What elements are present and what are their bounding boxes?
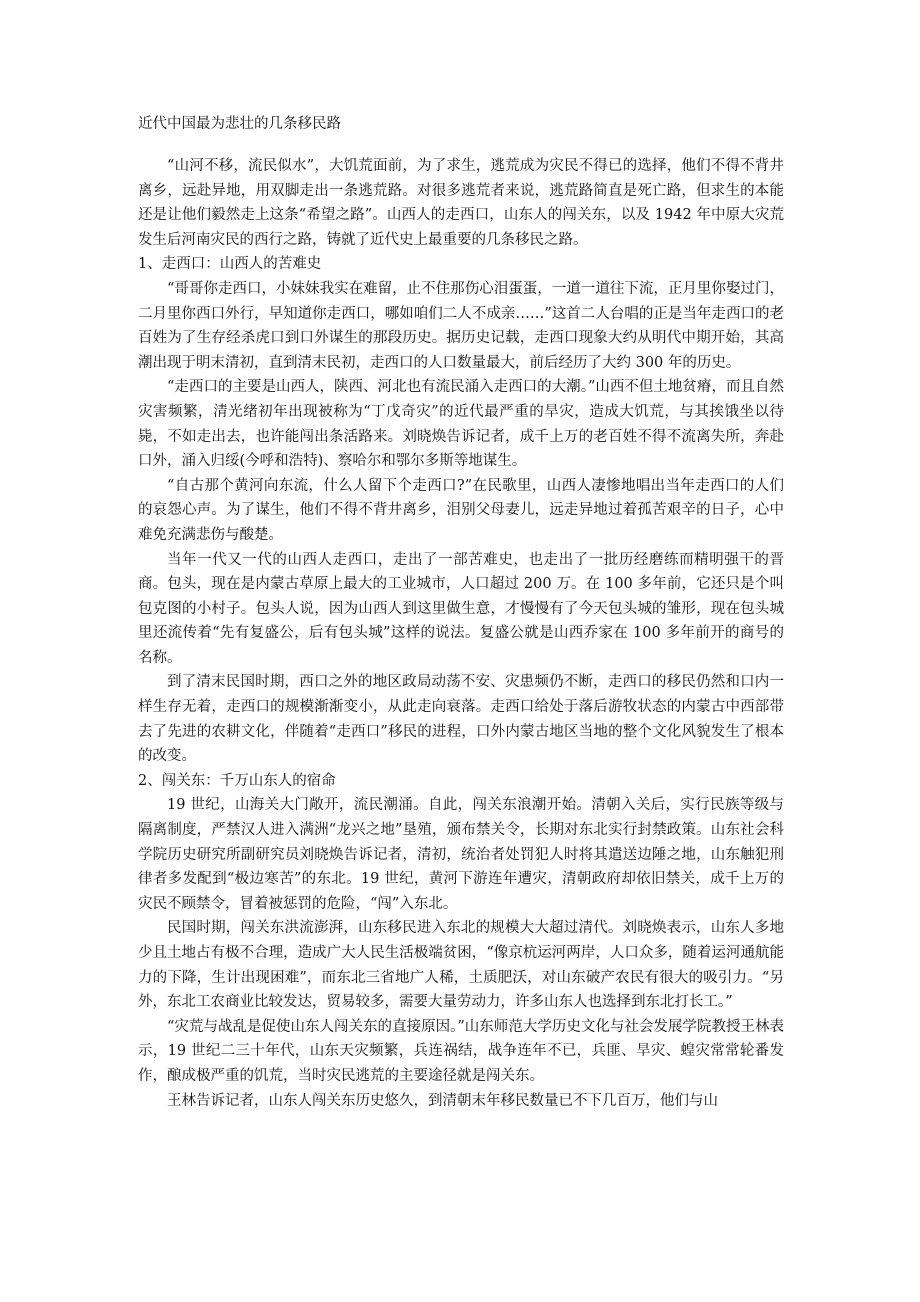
section-2-paragraph: 19 世纪，山海关大门敞开，流民潮涌。自此，闯关东浪潮开始。清朝入关后，实行民族等级与隔离制度，严禁汉人进入满洲“龙兴之地”垦殖，颁布禁关令，长期对东北实行封禁政策。山东社会科学院历史研究所副研究员刘晓焕告诉记者，清初，统治者处罚犯人时将其遣送边陲之地，山东触犯刑律者多发配到“极边寒苦”的东北。19 世纪，黄河下游连年遭灾，清朝政府却依旧禁关，成千上万的灾民不顾禁令，冒着被惩罚的危险，“闯”入东北。 xyxy=(138,797,784,912)
section-1-paragraph: “走西口的主要是山西人，陕西、河北也有流民涌入走西口的大潮。”山西不但土地贫瘠，而且自然灾害频繁，清光绪初年出现被称为“丁戊奇灾”的近代最严重的旱灾，造成大饥荒，与其挨饿坐以待毙，不如走出去，也许能闯出条活路来。刘晓焕告诉记者，成千上万的老百姓不得不流离失所，奔赴口外，涌入归绥(今呼和浩特)、察哈尔和鄂尔多斯等地谋生。 xyxy=(138,379,784,470)
section-2-heading: 2、闯关东：千万山东人的宿命 xyxy=(138,772,336,789)
section-1-heading: 1、走西口：山西人的苦难史 xyxy=(138,256,322,273)
intro-paragraph: “山河不移，流民似水”，大饥荒面前，为了求生，逃荒成为灾民不得已的选择，他们不得不背井离乡，远赴异地，用双脚走出一条逃荒路。对很多逃荒者来说，逃荒路简直是死亡路，但求生的本能还是让他们毅然走上这条“希望之路”。山西人的走西口，山东人的闯关东，以及 1942 年中原大灾荒发生后河南灾民的西行之路，铸就了近代史上最重要的几条移民之路。 xyxy=(138,158,784,248)
section-2-paragraph: 王林告诉记者，山东人闯关东历史悠久，到清朝末年移民数量已不下几百万，他们与山 xyxy=(167,1092,718,1109)
document-title: 近代中国最为悲壮的几条移民路 xyxy=(138,116,341,132)
section-1-paragraph: 当年一代又一代的山西人走西口，走出了一部苦难史，也走出了一批历经磨练而精明强干的晋商。包头，现在是内蒙古草原上最大的工业城市，人口超过 200 万。在 100 多年前，它还只是个叫包克图的小村子。包头人说，因为山西人到这里做生意，才慢慢有了今天包头城的雏形，现在包头城里还流传着“先有复盛公，后有包头城”这样的说法。复盛公就是山西乔家在 100 多年前开的商号的名称。 xyxy=(138,551,784,666)
section-2-paragraph: 民国时期，闯关东洪流澎湃，山东移民进入东北的规模大大超过清代。刘晓焕表示，山东人多地少且土地占有极不合理，造成广大人民生活极端贫困，“像京杭运河两岸，人口众多，随着运河通航能力的下降，生计出现困难”，而东北三省地广人稀，土质肥沃，对山东破产农民有很大的吸引力。“另外，东北工农商业比较发达，贸易较多，需要大量劳动力，许多山东人也选择到东北打长工。” xyxy=(138,920,784,1011)
section-1-paragraph: 到了清末民国时期，西口之外的地区政局动荡不安、灾患频仍不断，走西口的移民仍然和口内一样生存无着，走西口的规模渐渐变小，从此走向衰落。走西口给处于落后游牧状态的内蒙古中西部带去了先进的农耕文化，伴随着“走西口”移民的进程，口外内蒙古地区当地的整个文化风貌发生了根本的改变。 xyxy=(138,674,784,765)
section-1-paragraph: “哥哥你走西口，小妹妹我实在难留，止不住那伤心泪蛋蛋，一道一道往下流，正月里你娶过门，二月里你西口外行，早知道你走西口，哪如咱们二人不成亲……”这首二人台唱的正是当年走西口的老百姓为了生存经杀虎口到口外谋生的那段历史。据历史记载，走西口现象大约从明代中期开始，其高潮出现于明末清初，直到清末民初，走西口的人口数量最大，前后经历了大约 300 年的历史。 xyxy=(138,280,784,371)
document-page xyxy=(138,112,784,1113)
section-1-paragraph: “自古那个黄河向东流，什么人留下个走西口?”在民歌里，山西人凄惨地唱出当年走西口的人们的哀怨心声。为了谋生，他们不得不背井离乡，泪别父母妻儿，远走异地过着孤苦艰辛的日子，心中难免充满悲伤与酸楚。 xyxy=(138,477,784,543)
section-2-paragraph: “灾荒与战乱是促使山东人闯关东的直接原因。”山东师范大学历史文化与社会发展学院教授王林表示，19 世纪二三十年代，山东天灾频繁，兵连祸结，战争连年不已，兵匪、旱灾、蝗灾常常轮番发作，酿成极严重的饥荒，当时灾民逃荒的主要途径就是闯关东。 xyxy=(138,1018,784,1084)
